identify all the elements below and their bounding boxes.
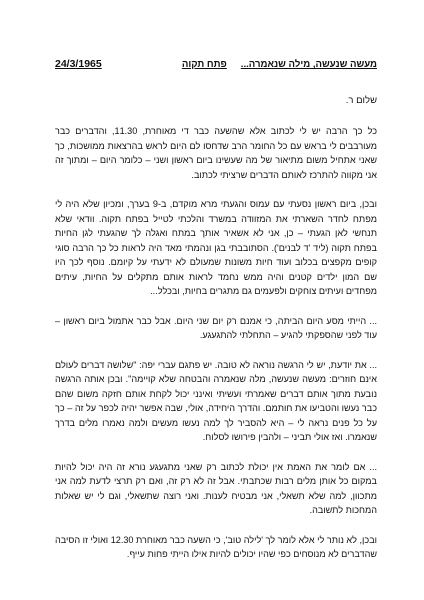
paragraph-1: כל כך הרבה יש לי לכתוב אלא שהשעה כבר די מאוחרת, 11.30, והדברים כבר מעורבבים לי בראש עם כל החומר הרב שדחסו לם היום לראש בהרצאות ממושכות, כך שאני אתחיל משום מתיאור של מה שעשינו ביום ראשון ושני – כלומר היום – ומתוך זה אני מקווה להתרכז לאותם הדברים שרציתי לכתוב. <box>55 126 377 180</box>
paragraph-3: ... הייתי מסע היום הביתה, כי אמנם רק יום שני היום. אבל כבר אתמול ביום ראשון – עוד לפני שהספקתי להגיע – התחלתי להתגעגע. <box>55 315 377 340</box>
paragraph-5: ... אם לומר את האמת אין יכולת לכתוב רק שאני מתגעגע נורא זה היה יכול להיות במקום כל אותן מלים רבות שכתבתי. אבל זה לא רק זה, ואם רק תרצי לדעת למה אני מתכוון, למה שלא תשאלי, אני מבטיח לענות. ואני רוצה שתשאלי, וגם לי יש שאלות המחכות לתשובה. <box>55 461 377 515</box>
paragraph-4: ... את יודעת, יש לי הרגשה נוראה לא טובה. יש פתגם עברי יפה: "שלושה דברים לעולם אינם חוזרים: מעשה שנעשה, מלה שנאמרה והבטחה שלא קויימה". ובכן אותה הרגשה נובעת מתוך אותם דברים שאמרתי ועשיתי ואינני יכול לקחת אותם חזקה משום שהם כבר נעשו והטביעו את חותמם. והדרך היחידה, אולי, שבה אפשר יהיה לכפר על זה – כך על כל פנים נראה לי – היא להסביר לך למה נעשו מעשים ולמה נאמרו מלים בדרך שנאמרו. ואז אולי תביני – ולהבין פירושו לסלוח. <box>55 359 377 442</box>
letter <box>55 58 377 577</box>
letter-place: פתח תקוה <box>181 59 227 70</box>
paragraph-2: ובכן, ביום ראשון נסעתי עם עמוס והגעתי מרא מוקדם, ב-9 בערך, ומכיון שלא היה לי מפתח לחדר השארתי את המזוודה במשרד והלכתי לטייל בפתח תקוה. וודאי שלא תנחשי לאן הגעתי – כן, אני לא אשאיר אותך במתח ואגלה לך שהגעתי לגן החיות בפתח תקוה (ליד 'ד לבנים'). הסתובבתי בגן ונהמתי מאד היה לראות כל כך הרבה סוגי קופים מקפצים בכלוב ועוד חיות משונות שמעולם לא ידעתי על קיומם. נוסף לכך היו שם המון ילדים קטנים והיה ממש נחמד לראות אותם מתקלים על החיות, עיתים מפחדים ועיתים צוחקים ולפעמים גם מתגרים בחיות, ובכלל... <box>55 199 377 296</box>
letter-date: 24/3/1965 <box>55 58 102 70</box>
letter-greeting: שלום ר. <box>345 95 377 106</box>
letter-title: מעשה שנעשה, מילה שנאמרה... <box>240 59 377 70</box>
paragraph-6: ובכן, לא נותר לי אלא לומר לך 'לילה טוב', כי השעה כבר מאוחרת 12.30 ואולי זו הסיבה שהדברים לא מנוסחים כפי שהיו יכולים להיות אילו הייתי פחות עייף. <box>55 534 377 559</box>
letter-header <box>55 58 377 70</box>
